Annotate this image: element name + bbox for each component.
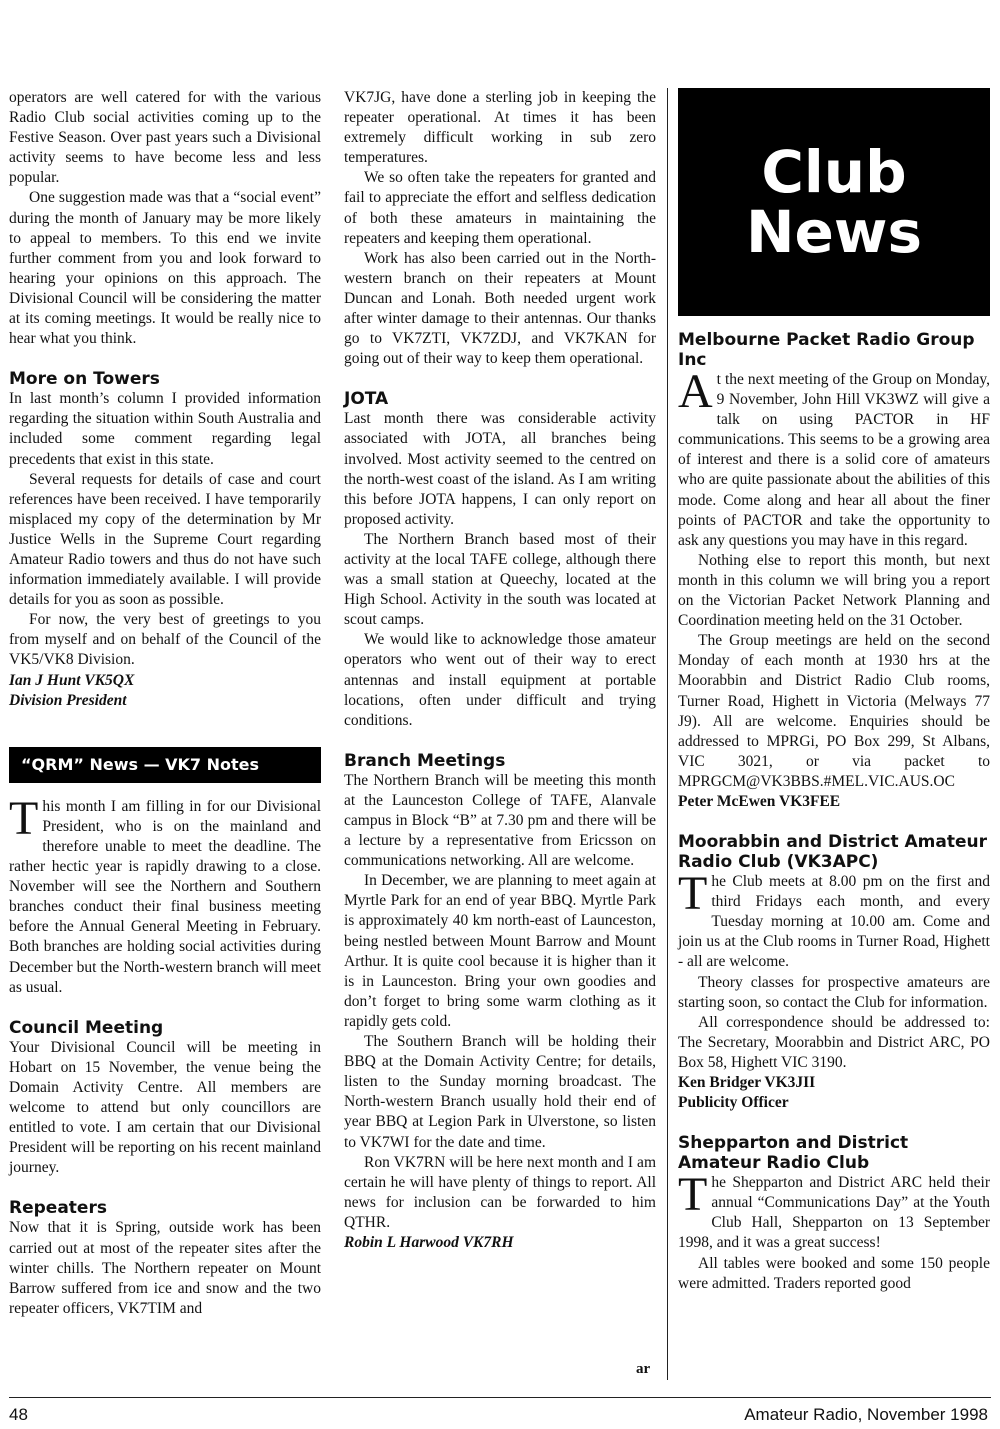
paragraph: One suggestion made was that a “social event” during the month of January may be more likely to appeal to members. To this end we invite further comment from you and look forward to hearing your opinions on this approach. The Divisional Council will be considering the matter at its coming meetings. It would be really nice to hear what you think. <box>9 189 321 348</box>
publication-footer: Amateur Radio, November 1998 <box>744 1405 988 1424</box>
section-heading-branch-meetings: Branch Meetings <box>344 750 506 771</box>
page-number: 48 <box>9 1405 28 1424</box>
section-heading-repeaters: Repeaters <box>9 1198 107 1219</box>
drop-cap: T <box>9 791 39 845</box>
signature-title: Publicity Officer <box>678 1094 789 1112</box>
paragraph: The Southern Branch will be holding their BBQ at the Domain Activity Centre; for details, listen to the Sunday morning broadcast. The North-western Branch usually hold their end of year BBQ at Legion Park in Ulverstone, so listen to VK7WI for the date and time. <box>344 1033 656 1151</box>
paragraph: operators are well catered for with the various Radio Club social activities coming up to the Festive Season. Over past years such a Divisional activity seems to have become less and less popular. <box>9 89 321 187</box>
section-heading-mdarc: Moorabbin and District Amateur Radio Club (VK3APC) <box>678 832 987 873</box>
paragraph: Nothing else to report this month, but next month in this column we will bring you a report on the Victorian Packet Network Planning and Coordination meeting held on the 31 October. <box>678 551 990 630</box>
paragraph: For now, the very best of greetings to you from myself and on behalf of the Council of the VK5/VK8 Division. <box>9 611 321 669</box>
paragraph: Your Divisional Council will be meeting in Hobart on 15 November, the venue being the Domain Activity Centre. All members are welcome to attend but only councillors are entitled to vote. I am certain that our Divisional President will be reporting on his recent mainland journey. <box>9 1038 321 1177</box>
paragraph: In last month’s column I provided information regarding the situation within South Australia and included some comment regarding legal precedents that exist in this state. <box>9 390 321 468</box>
section-heading-jota: JOTA <box>344 389 389 410</box>
club-news-title-box <box>678 88 990 316</box>
column-middle <box>344 88 656 1253</box>
paragraph: The Northern Branch based most of their activity at the local TAFE college, although there was a small station at Queechy, located at the High School. Activity in the south was located at scout camps. <box>344 530 656 629</box>
paragraph: All tables were booked and some 150 people were admitted. Traders reported good <box>678 1254 990 1292</box>
paragraph: Theory classes for prospective amateurs are starting soon, so contact the Club for information. <box>678 973 990 1011</box>
drop-cap: A <box>678 365 713 418</box>
drop-cap: T <box>678 1168 708 1222</box>
column-left <box>9 88 321 1319</box>
paragraph: Work has also been carried out in the North-western branch on their repeaters at Mount Duncan and Lonah. Both needed urgent work after winter damage to their antennas. Our thanks go to VK7ZTI, VK7ZDJ, and VK7KAN for going out of their way to keep them operational. <box>344 249 656 368</box>
section-heading-council-meeting: Council Meeting <box>9 1017 164 1038</box>
signature-name: Robin L Harwood VK7RH <box>344 1233 514 1251</box>
signature-name: Ian J Hunt VK5QX <box>9 671 135 689</box>
column-divider <box>667 88 668 1380</box>
section-heading-more-on-towers: More on Towers <box>9 369 160 390</box>
signature-name: Peter McEwen VK3FEE <box>678 792 841 810</box>
signature-title: Division President <box>9 691 127 709</box>
paragraph: In December, we are planning to meet again at Myrtle Park for an end of year BBQ. Myrtle Park is approximately 40 km north-east of Launceston, being nestled between Mount Barrow and Mount Arthur. It is quite cool because it is higher than it is in Launceston. Bring your own goodies and don’t forget to bring some warm clothing as it rapidly gets cold. <box>344 872 656 1030</box>
end-mark: ar <box>636 1361 651 1377</box>
paragraph: The Northern Branch will be meeting this month at the Launceston College of TAFE, Alanvale campus in Block “B” at 7.30 pm and there will be a lecture by a representative from Ericsson on communications networking. All are welcome. <box>344 771 656 870</box>
paragraph: Several requests for details of case and court references have been received. I have temporarily misplaced my copy of the determination by Mr Justice Wells in the Supreme Court regarding Amateur Radio towers and thus do not have such information immediately available. I will provide details for you as soon as possible. <box>9 470 321 609</box>
paragraph-text: his month I am filling in for our Divisional President, who is on the mainland and therefore unable to meet the deadline. The rather hectic year is rapidly drawing to a close. November will see the Northern and Southern branches conduct their final business meeting before the Annual General Meeting in February. Both branches are holding social activities during December but the North-western branch will meet as usual. <box>9 797 321 996</box>
section-heading-sdarc: Shepparton and District Amateur Radio Club <box>678 1133 909 1174</box>
paragraph: The Group meetings are held on the second Monday of each month at 1930 hrs at the Moorabbin and District Radio Club rooms, Turner Road, Highett in Victoria (Melways 77 J9). All are welcome. Enquiries should be addressed to MPRGi, PO Box 299, St Albans, VIC 3021, or via packet to MPRGCM@VK3BBS.#MEL.VIC.AUS.OC <box>678 632 990 790</box>
paragraph-dropcap <box>9 791 321 998</box>
club-news-title-line2: News <box>746 198 922 266</box>
footer-rule <box>9 1397 991 1398</box>
section-banner-vk7-notes: “QRM” News — VK7 Notes <box>9 747 321 783</box>
paragraph: Ron VK7RN will be here next month and I am certain he will have plenty of things to report. All news for inclusion can be forwarded to him QTHR. <box>344 1153 656 1231</box>
paragraph-text: he Club meets at 8.00 pm on the first and third Fridays each month, and every Tuesday morning at 10.00 am. Come and join us at the Club rooms in Turner Road, Highett - all are welcome. <box>678 873 990 971</box>
paragraph-dropcap <box>678 1168 990 1253</box>
paragraph-text: t the next meeting of the Group on Monday, 9 November, John Hill VK3WZ will give a talk on using PACTOR in HF communications. This seems to be a growing area of interest and there is a solid core of amateurs who are quite passionate about the abilities of this mode. Come along and hear all about the finer points of PACTOR and take the opportunity to ask any questions you may have in this regard. <box>678 371 990 549</box>
paragraph-dropcap <box>678 867 990 972</box>
paragraph-text: he Shepparton and District ARC held their annual “Communications Day” at the Youth Club Hall, Shepparton on 13 September 1998, and it was a great success! <box>678 1174 990 1252</box>
paragraph: VK7JG, have done a sterling job in keeping the repeater operational. At times it has been extremely difficult working in sub zero temperatures. <box>344 89 656 167</box>
paragraph: We would like to acknowledge those amateur operators who went out of their way to erect antennas and install equipment at portable locations, often under difficult and trying conditions. <box>344 631 656 729</box>
paragraph: We so often take the repeaters for granted and fail to appreciate the effort and selfless dedication of both these amateurs in maintaining the repeaters and keeping them operational. <box>344 169 656 247</box>
club-news-title-line1: Club <box>761 138 907 206</box>
paragraph: Now that it is Spring, outside work has been carried out at most of the repeater sites after the winter chills. The Northern repeater on Mount Barrow suffered from ice and snow and the two repeater officers, VK7TIM and <box>9 1219 321 1317</box>
section-heading-mprg: Melbourne Packet Radio Group Inc <box>678 330 975 370</box>
paragraph: All correspondence should be addressed to: The Secretary, Moorabbin and District ARC, PO Box 58, Highett VIC 3190. <box>678 1013 990 1071</box>
drop-cap: T <box>678 867 708 921</box>
paragraph-dropcap <box>678 365 990 551</box>
paragraph: Last month there was considerable activity associated with JOTA, all branches being involved. Most activity seemed to the centred on the north-west coast of the island. As I am writing this before JOTA happens, I can only report on proposed activity. <box>344 410 656 528</box>
column-right <box>678 330 990 1294</box>
signature-name: Ken Bridger VK3JII <box>678 1074 816 1091</box>
